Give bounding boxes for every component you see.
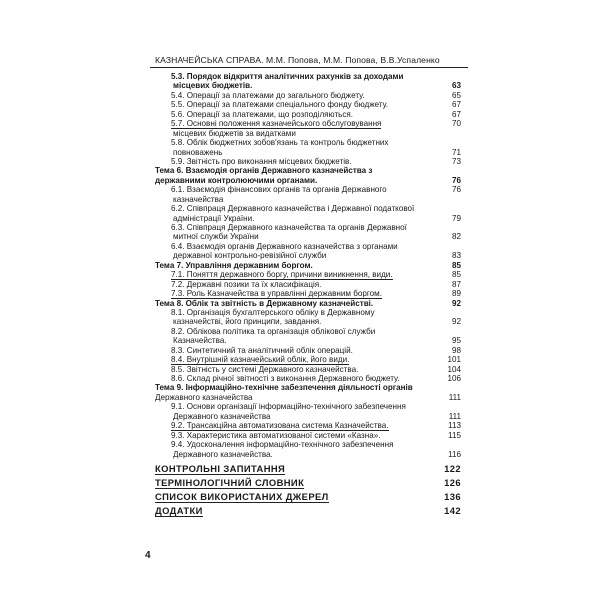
toc-entry-title: державними контролюючими органами. — [155, 175, 318, 185]
toc-entry-title: митної служби України — [173, 232, 259, 242]
toc-entry-title: 9.1. Основи організації інформаційно-технічного забезпечення — [171, 402, 406, 412]
toc-back-matter-entry — [155, 462, 461, 476]
toc-entry-page: 83 — [451, 251, 461, 261]
toc-entry-title: 8.4. Внутрішній казначейський облік, його види. — [171, 355, 350, 365]
toc-entry-page: 67 — [451, 100, 461, 110]
toc-entry — [155, 308, 461, 317]
back-matter-title: СПИСОК ВИКОРИСТАНИХ ДЖЕРЕЛ — [155, 490, 329, 502]
toc-entry-title: 7.3. Роль Казначейства в управлінні державним боргом. — [171, 289, 382, 299]
toc-entry — [155, 100, 461, 109]
toc-entry-title: 9.2. Трансакційна автоматизована система Казначейства. — [171, 421, 389, 431]
toc-entry-title: 5.8. Облік бюджетних зобов'язань та контроль бюджетних — [171, 138, 389, 148]
toc-entry — [155, 214, 461, 223]
toc-entry-page: 87 — [451, 279, 461, 289]
toc-entry-title: 6.4. Взаємодія органів Державного казначейства з органами — [171, 241, 398, 251]
toc-entry-title: Тема 9. Інформаційно-технічне забезпечення діяльності органів — [155, 383, 413, 393]
toc-entry — [155, 280, 461, 289]
toc-entry-title: 5.3. Порядок відкриття аналітичних рахунків за доходами — [171, 72, 404, 81]
toc-entry-title: 6.1. Взаємодія фінансових органів та органів Державного — [171, 185, 387, 195]
toc-entry-title: адміністрації України. — [173, 213, 255, 223]
page-number: 4 — [145, 550, 151, 561]
toc-entry-title: 7.1. Поняття державного боргу, причини виникнення, види. — [171, 270, 393, 280]
toc-entry — [155, 119, 461, 128]
back-matter-title: ТЕРМІНОЛОГІЧНИЙ СЛОВНИК — [155, 476, 305, 488]
toc-entry — [155, 402, 461, 411]
toc-entry-title: 6.3. Співпраця Державного казначейства та органів Державної — [171, 223, 407, 232]
toc-entry — [155, 393, 461, 402]
toc-entry-page: 63 — [451, 81, 461, 91]
toc-entry — [155, 327, 461, 336]
toc-entry-title: 5.5. Операції за платежами спеціального фонду бюджету. — [171, 100, 389, 110]
toc-entry-page: 111 — [448, 392, 461, 402]
toc-entry-page: 79 — [451, 213, 461, 223]
toc-entry-page: 104 — [447, 364, 461, 374]
toc-entry-page: 71 — [451, 147, 461, 157]
toc-entry-page: 116 — [448, 449, 461, 459]
toc-entry-title: Тема 7. Управління державним боргом. — [155, 260, 313, 270]
toc-entry-title: 8.6. Склад річної звітності з виконання Державного бюджету. — [171, 374, 400, 383]
toc-entry-title: 5.9. Звітність про виконання місцевих бюджетів. — [171, 156, 352, 166]
toc-entry — [155, 138, 461, 147]
toc-entry-title: 8.5. Звітність у системі Державного казначейства. — [171, 364, 359, 374]
toc-entry — [155, 81, 461, 90]
toc-entry — [155, 421, 461, 430]
toc-entry-page: 85 — [451, 260, 461, 270]
toc-entry-page: 115 — [448, 430, 461, 440]
toc-back-matter-entry — [155, 504, 461, 518]
toc-entry-title: повноважень — [173, 147, 223, 157]
toc-entry — [155, 440, 461, 449]
toc-entry-title: 5.6. Операції за платежами, що розподіляються. — [171, 109, 354, 119]
toc-entry-title: казначействі, його принципи, завдання. — [173, 317, 322, 327]
toc-entry — [155, 412, 461, 421]
back-matter-page: 136 — [444, 490, 461, 502]
toc-entry-page: 92 — [451, 317, 461, 327]
back-matter-page: 126 — [444, 476, 461, 488]
toc-entry-title: 5.7. Основні положення казначейського обслуговування — [171, 119, 382, 129]
toc-entry — [155, 289, 461, 298]
toc-entry — [155, 242, 461, 251]
toc-entry-page: 111 — [448, 411, 461, 421]
toc-entry — [155, 299, 461, 308]
toc-entry-title: 6.2. Співпраця Державного казначейства і Державної податкової — [171, 204, 415, 214]
toc-entry-page: 92 — [451, 298, 461, 308]
toc-entry-title: 8.1. Організація бухгалтерського обліку в Державному — [171, 307, 375, 317]
toc-entry-page: 76 — [451, 175, 461, 185]
toc-entry — [155, 129, 461, 138]
toc-entry-title: Тема 6. Взаємодія органів Державного казначейства з — [155, 166, 373, 176]
toc-entry-page: 101 — [447, 355, 461, 365]
toc-entry-title: Державного казначейства — [155, 392, 253, 402]
toc-entry — [155, 346, 461, 355]
toc-back-matter-entry — [155, 490, 461, 504]
toc-entry-page: 106 — [447, 374, 461, 383]
toc-entry — [155, 176, 461, 185]
toc-entry — [155, 185, 461, 194]
toc-entry-title: Тема 8. Облік та звітність в Державному казначействі. — [155, 298, 374, 308]
toc-entry-title: 8.2. Облікова політика та організація облікової служби — [171, 326, 376, 336]
toc-entry-title: 9.3. Характеристика автоматизованої системи «Казна». — [171, 430, 381, 440]
toc-entry-title: Державного казначейства. — [173, 449, 273, 459]
toc-entry — [155, 195, 461, 204]
toc-entry — [155, 336, 461, 345]
toc-entry — [155, 223, 461, 232]
back-matter-title: КОНТРОЛЬНІ ЗАПИТАННЯ — [155, 462, 286, 474]
toc-entry — [155, 383, 461, 392]
toc-entry-title: Казначейства. — [173, 336, 227, 346]
toc-entry-title: 7.2. Державні позики та їх класифікація. — [171, 279, 322, 289]
running-head: КАЗНАЧЕЙСЬКА СПРАВА. М.М. Попова, М.М. Попова, В.В.Успаленко — [155, 55, 440, 65]
toc-entry-title: 5.4. Операції за платежами до загального бюджету. — [171, 90, 365, 100]
toc-entry — [155, 204, 461, 213]
toc-entry-page: 73 — [451, 156, 461, 166]
toc-entry-page: 70 — [451, 119, 461, 129]
toc-entry — [155, 232, 461, 241]
header-rule — [150, 67, 468, 68]
toc-entry — [155, 110, 461, 119]
toc-entry-title: місцевих бюджетів. — [173, 81, 253, 91]
toc-entry-page: 76 — [451, 185, 461, 195]
toc-entry — [155, 157, 461, 166]
toc-entry-page: 95 — [451, 336, 461, 346]
toc-entry-page: 85 — [451, 270, 461, 280]
toc-entry-page: 65 — [451, 90, 461, 100]
toc-entry — [155, 317, 461, 326]
toc-entry-title: 8.3. Синтетичний та аналітичний облік операцій. — [171, 345, 353, 355]
toc-entry — [155, 261, 461, 270]
toc-entry — [155, 166, 461, 175]
toc-entry-page: 89 — [451, 289, 461, 299]
toc-entry — [155, 251, 461, 260]
back-matter-page: 142 — [444, 504, 461, 516]
toc-entry-page: 98 — [451, 345, 461, 355]
toc-entry-title: казначейства — [173, 194, 224, 204]
toc-entry-page: 82 — [451, 232, 461, 242]
toc-entry — [155, 72, 461, 81]
toc-entry — [155, 355, 461, 364]
toc-entry — [155, 431, 461, 440]
toc-entry — [155, 365, 461, 374]
toc-entry-title: державної контрольно-ревізійної служби — [173, 251, 327, 261]
toc-entry — [155, 148, 461, 157]
toc-entry — [155, 374, 461, 383]
toc-entry-title: 9.4. Удосконалення інформаційно-технічного забезпечення — [171, 440, 394, 450]
toc-entry — [155, 450, 461, 459]
toc-entry-page: 67 — [451, 109, 461, 119]
toc-entry — [155, 270, 461, 279]
back-matter-title: ДОДАТКИ — [155, 504, 203, 516]
table-of-contents — [155, 72, 461, 518]
toc-entry-page: 113 — [448, 421, 461, 431]
back-matter-page: 122 — [444, 462, 461, 474]
toc-back-matter-entry — [155, 476, 461, 490]
toc-entry-title: Державного казначейства — [173, 411, 271, 421]
toc-entry-title: місцевих бюджетів за видатками — [173, 128, 296, 138]
toc-entry — [155, 91, 461, 100]
